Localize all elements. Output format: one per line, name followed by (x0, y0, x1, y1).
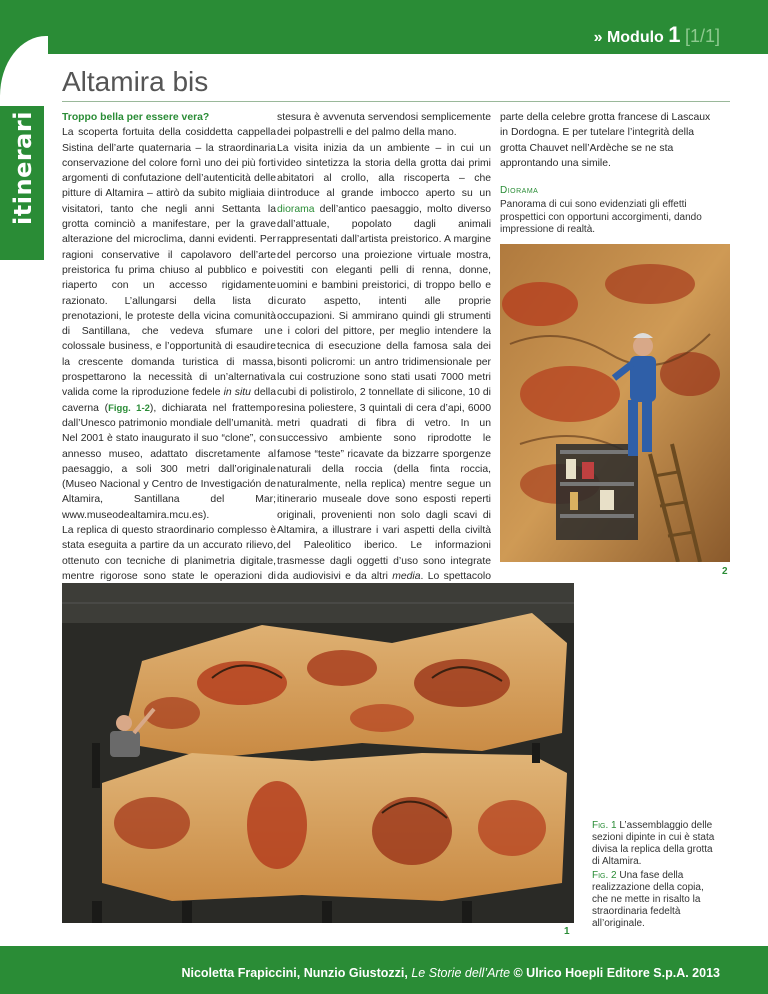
figure-1-caption-label: Fig. 1 (592, 820, 617, 831)
paragraph-5-italic: media (392, 570, 421, 582)
replica-panels-illustration (62, 583, 574, 923)
figure-1-caption (592, 820, 722, 868)
footer-publisher: © Ulrico Hoepli Editore S.p.A. 2013 (510, 966, 720, 980)
painter-photo-illustration (500, 244, 730, 562)
footer-book-title: Le Storie dell’Arte (411, 966, 511, 980)
section-label (3, 112, 43, 224)
paragraph-1-text-c: ), dichiarata nel frattempo dall’Unesco patrimonio mondiale dell’umanità. (62, 402, 276, 429)
paragraph-5-text-c: . Lo spettacolo (420, 570, 491, 582)
paragraph-1 (62, 125, 276, 431)
module-number: 1 (668, 22, 681, 47)
title-rule (62, 101, 730, 102)
subheading: Troppo bella per essere vera? (62, 112, 210, 123)
footer-credit (181, 966, 720, 980)
glossary-term: Diorama (500, 185, 539, 196)
figure-2-caption (592, 870, 722, 930)
glossary-term-link[interactable]: diorama (277, 203, 315, 215)
figure-1-photo (62, 583, 574, 923)
paragraph-1-text-b: della caverna ( (62, 387, 276, 414)
paragraph-1-text-a: La scoperta fortuita della cosiddetta cappella Sistina dell’arte quaternaria – la straordinaria conservazione del colore fornì uno dei più forti argomenti di confutazione dell’autenticità delle pitture di Altamira – attirò da subito migliaia di visitatori, tanto che negli anni Settanta la grotta cominciò a manifestare, per la grave alterazione del microclima, danni evidenti. Per ragioni conservative il capolavoro dell’arte preistorica fu prima chiuso al pubblico e poi riaperto con un accesso rigidamente razionato. L’allungarsi della lista di prenotazioni, le proteste della vicina comunità di Santillana, che vedeva sfumare un colossale business, e l’opportunità di esaudire la crescente domanda turistica di massa, prospettarono la necessità di un’alternativa valida come la riproduzione fedele (62, 127, 276, 399)
module-indicator (594, 22, 720, 48)
paragraph-2: Nel 2001 è stato inaugurato il suo “clone”, con annesso museo, adattato discretamente al paesaggio, a soli 300 metri dall’originale (Museo Nacional y Centro de Investigación de Altamira, Santillana del Mar; www.museodealtamira.mcu.es). (62, 433, 276, 521)
glossary-definition: Panorama di cui sono evidenziati gli effetti prospettici con opportuni accorgimenti, dando impressione di realtà. (500, 199, 702, 235)
page-title: Altamira bis (62, 66, 209, 97)
figure-2-caption-text: Una fase della realizzazione della copia, che ne mette in risalto la straordinaria fedeltà all’originale. (592, 870, 704, 929)
figure-2-caption-label: Fig. 2 (592, 870, 617, 881)
module-prefix: » Modulo (593, 29, 664, 46)
text-column-3 (500, 110, 714, 171)
paragraph-4: stesura è avvenuta servendosi semplicemente dei polpastrelli e del palmo della mano. (277, 112, 491, 139)
paragraph-3: La replica di questo straordinario complesso è stata eseguita a partire da un accurato rilievo, ottenuto con tecniche di planimetria digitale, mentre rigorose sono state le operazioni di (62, 525, 276, 582)
paragraph-5-text-b: dell’antico paesaggio, molto diverso dall’attuale, popolato dagli animali rappresentati dall’artista preistorico. A margine del percorso una proiezione virtuale mostra, vestiti con eleganti pelli di renna, donne, uomini e bambini preistorici, di troppo bello e curato aspetto, intenti alle proprie occupazioni. Si ammirano quindi gli strumenti e i colori del pittore, per meglio intendere la tecnica di esecuzione della famosa sala dei bisonti policromi: un antro tridimensionale per la cui costruzione sono stati usati 7000 metri cubi di polistirolo, 2 tonnellate di silicone, 10 di resina poliestere, 3 quintali di cera d’api, 6000 metri quadrati di fibra di vetro. In un successivo ambiente sono riprodotte le famose “teste” ricavate da bizzarre sporgenze naturali della roccia (della finta roccia, naturalmente, nella replica) mentre segue un itinerario museale dove sono esposti reperti originali, provenienti non solo dagli scavi di Altamira, a illustrare i vari aspetti della civiltà del Paleolitico iberico. Le informazioni trasmesse dagli oggetti d’uso sono integrate da audiovisivi e da altri (277, 203, 491, 582)
paragraph-6: parte della celebre grotta francese di Lascaux in Dordogna. E per tutelare l’integrità della grotta Chauvet nell’Ardèche se ne sta approntando una simile. (500, 112, 711, 169)
figure-1-number: 1 (564, 926, 570, 937)
figure-2-number: 2 (722, 566, 728, 577)
paragraph-5-text-a: La visita inizia da un ambiente – in cui un video sintetizza la storia della grotta dai primi abitatori al crollo, alla riscoperta – che introduce al grande imbocco aperto su un (277, 142, 491, 200)
figure-2-photo (500, 244, 730, 562)
section-label-text: itinerari (9, 111, 38, 225)
footer-authors: Nicoletta Frapiccini, Nunzio Giustozzi, (181, 966, 412, 980)
figure-1-caption-text: L’assemblaggio delle sezioni dipinte in cui è stata divisa la replica della grotta di Altamira. (592, 820, 715, 867)
paragraph-1-italic: in situ (223, 387, 251, 399)
figure-reference-link[interactable]: Figg. 1-2 (108, 402, 150, 414)
module-pages: [1/1] (684, 26, 720, 46)
text-column-1 (62, 110, 276, 661)
